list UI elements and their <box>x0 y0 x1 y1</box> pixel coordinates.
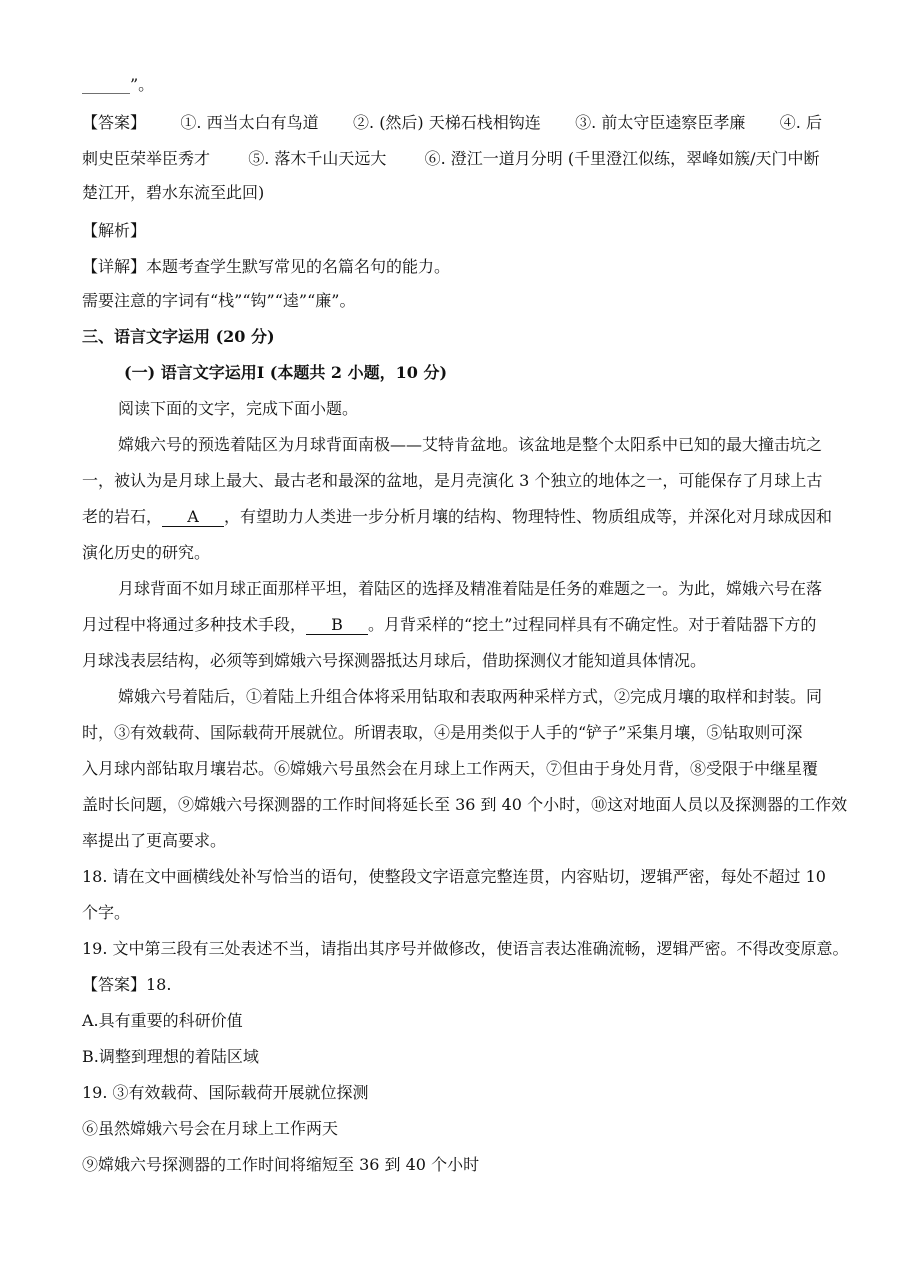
p1-line-3-post: ，有望助力人类进一步分析月壤的结构、物理特性、物质组成等，并深化对月球成因和 <box>224 507 833 526</box>
answer-item-6: ⑥. 澄江一道月分明 (千里澄江似练，翠峰如簇/天门中断 <box>424 149 820 168</box>
answer-item-4: ④. 后 <box>779 113 822 132</box>
answer-19-2: ⑥虽然嫦娥六号会在月球上工作两天 <box>82 1119 339 1138</box>
blank-b: B <box>306 616 368 635</box>
answer-head: 【答案】18. <box>82 975 172 994</box>
answer-item-1: ①. 西当太白有鸟道 <box>180 113 319 132</box>
question-18-line-1: 18. 请在文中画横线处补写恰当的语句，使整段文字语意完整连贯，内容贴切，逻辑严密，每处不超过 10 <box>82 867 826 886</box>
p3-line-5: 率提出了更高要求。 <box>82 831 227 850</box>
question-19: 19. 文中第三段有三处表述不当，请指出其序号并做修改，使语言表达准确流畅，逻辑严密。不得改变原意。 <box>82 939 849 958</box>
answer-tag: 【答案】 <box>82 113 147 132</box>
p2-line-2-post: 。月背采样的“挖土”过程同样具有不确定性。对于着陆器下方的 <box>368 615 817 634</box>
section-title: 三、语言文字运用 (20 分) <box>82 327 275 346</box>
answer-line-1 <box>82 112 822 134</box>
answer-19-1: 19. ③有效载荷、国际载荷开展就位探测 <box>82 1083 369 1102</box>
p2-line-2-pre: 月过程中将通过多种技术手段， <box>82 615 307 634</box>
p1-line-4: 演化历史的研究。 <box>82 543 211 562</box>
answer-19-3: ⑨嫦娥六号探测器的工作时间将缩短至 36 到 40 个小时 <box>82 1155 480 1174</box>
answer-item-4b: 刺史臣荣举臣秀才 <box>82 149 211 168</box>
analysis-tag: 【解析】 <box>82 221 147 240</box>
question-18-line-2: 个字。 <box>82 903 131 922</box>
p3-line-2: 时，③有效载荷、国际载荷开展就位。所谓表取，④是用类似于人手的“铲子”采集月壤，⑤钻取则可深 <box>82 723 803 742</box>
answer-item-2: ②. (然后) 天梯石栈相钩连 <box>353 113 541 132</box>
answer-18-b: B.调整到理想的着陆区域 <box>82 1047 259 1066</box>
fill-blank-continuation <box>82 74 154 96</box>
p1-line-3 <box>82 506 832 528</box>
p3-line-4: 盖时长问题，⑨嫦娥六号探测器的工作时间将延长至 36 到 40 个小时，⑩这对地面人员以及探测器的工作效 <box>82 795 848 814</box>
fill-tail: ”。 <box>130 75 155 94</box>
answer-18-a: A.具有重要的科研价值 <box>82 1011 243 1030</box>
fill-blank: ______ <box>82 75 130 94</box>
p1-line-2: 一，被认为是月球上最大、最古老和最深的盆地，是月壳演化 3 个独立的地体之一，可能保存了月球上古 <box>82 471 823 490</box>
p1-line-3-pre: 老的岩石， <box>82 507 163 526</box>
answer-line-3: 楚江开，碧水东流至此回) <box>82 183 265 202</box>
answer-line-2 <box>82 148 822 170</box>
p2-line-1: 月球背面不如月球正面那样平坦，着陆区的选择及精准着陆是任务的难题之一。为此，嫦娥六号在落 <box>118 579 823 598</box>
p3-line-3: 入月球内部钻取月壤岩芯。⑥嫦娥六号虽然会在月球上工作两天，⑦但由于身处月背，⑧受限于中继星覆 <box>82 759 819 778</box>
instruction: 阅读下面的文字，完成下面小题。 <box>118 399 359 418</box>
sub-title: (一) 语言文字运用Ⅰ (本题共 2 小题，10 分) <box>124 363 448 382</box>
p2-line-2 <box>82 614 816 636</box>
p3-line-1: 嫦娥六号着陆后，①着陆上升组合体将采用钻取和表取两种采样方式，②完成月壤的取样和封装。同 <box>118 687 823 706</box>
p2-line-3: 月球浅表层结构，必须等到嫦娥六号探测器抵达月球后，借助探测仪才能知道具体情况。 <box>82 651 707 670</box>
answer-item-3: ③. 前太守臣逵察臣孝廉 <box>575 113 746 132</box>
answer-item-5: ⑤. 落木千山天远大 <box>248 149 387 168</box>
attention-text: 需要注意的字词有“栈”“钩”“逵”“廉”。 <box>82 291 356 310</box>
p1-line-1: 嫦娥六号的预选着陆区为月球背面南极——艾特肯盆地。该盆地是整个太阳系中已知的最大撞击坑之 <box>118 435 823 454</box>
detail-text: 【详解】本题考查学生默写常见的名篇名句的能力。 <box>82 257 451 276</box>
blank-a: A <box>162 508 224 527</box>
